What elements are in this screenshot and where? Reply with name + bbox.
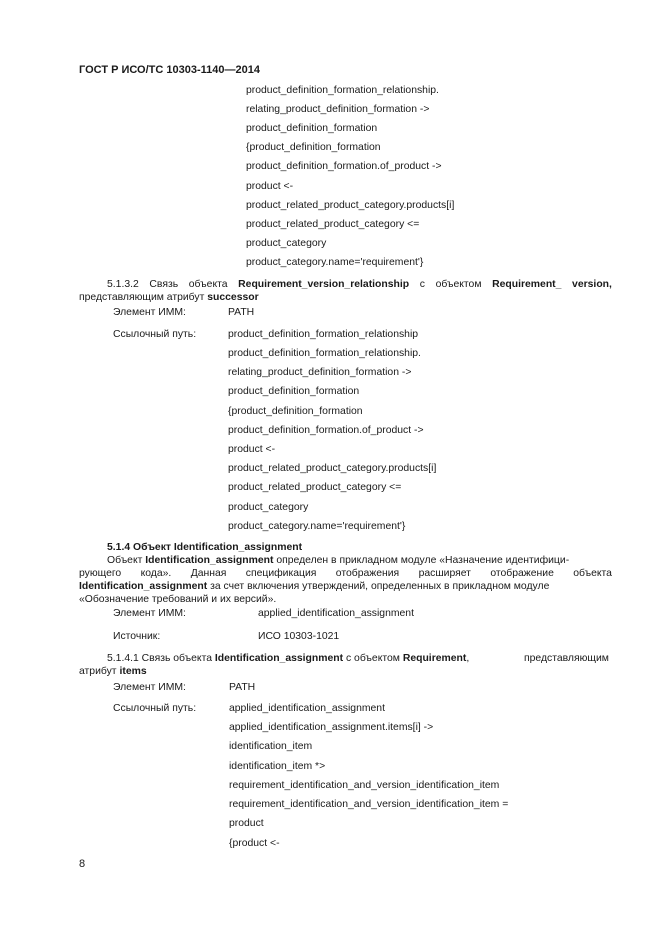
path-line: identification_item bbox=[229, 741, 313, 752]
section-5-1-4-paragraph-line: «Обозначение требований и их версий». bbox=[79, 594, 277, 605]
section-5-1-4-paragraph-line: рующего кода». Данная спецификация отображения расширяет отображение объекта bbox=[79, 568, 612, 579]
entity-name: Identification_assignment bbox=[145, 555, 274, 566]
path-line: product_category bbox=[228, 502, 309, 513]
page-header: ГОСТ Р ИСО/ТС 10303-1140—2014 bbox=[79, 64, 260, 76]
heading-word: объектом bbox=[435, 279, 482, 290]
imm-element-label: Элемент ИММ: bbox=[113, 307, 186, 318]
path-line: product_definition_formation_relationship. bbox=[228, 348, 421, 359]
path-line: product bbox=[229, 818, 264, 829]
section-number: 5.1.3.2 bbox=[107, 279, 139, 290]
reference-path-label: Ссылочный путь: bbox=[113, 329, 197, 340]
path-line: {product <- bbox=[229, 838, 280, 849]
entity-name: Requirement_ bbox=[492, 279, 562, 290]
reference-path-label: Ссылочный путь: bbox=[113, 703, 197, 714]
heading-word: Связь bbox=[149, 279, 179, 290]
path-line: product_category.name='requirement'} bbox=[228, 521, 406, 532]
path-line: requirement_identification_and_version_identification_item = bbox=[229, 799, 509, 810]
path-line: product_definition_formation.of_product -> bbox=[246, 161, 442, 172]
path-line: product_definition_formation bbox=[228, 386, 360, 397]
heading-word: объекта bbox=[188, 279, 228, 290]
path-line: applied_identification_assignment bbox=[229, 703, 385, 714]
path-line: {product_definition_formation bbox=[228, 406, 363, 417]
section-5-1-4-1-heading-tail: представляющим bbox=[524, 653, 609, 664]
imm-element-value: PATH bbox=[228, 307, 255, 318]
imm-element-value: applied_identification_assignment bbox=[258, 608, 414, 619]
path-line: relating_product_definition_formation -> bbox=[228, 367, 412, 378]
attribute-name: successor bbox=[207, 292, 259, 303]
path-line: product_definition_formation_relationship bbox=[228, 329, 419, 340]
section-5-1-4-paragraph-line: Объект Identification_assignment определен в прикладном модуле «Назначение идентифици- bbox=[107, 555, 570, 566]
section-5-1-3-2-heading bbox=[107, 279, 612, 290]
section-5-1-4-paragraph-line: Identification_assignment за счет включения утверждений, определенных в прикладном модуле bbox=[79, 581, 550, 592]
path-line: product_definition_formation_relationship. bbox=[246, 85, 439, 96]
attribute-name: items bbox=[119, 666, 147, 677]
path-line: product_category bbox=[246, 238, 327, 249]
entity-name: Identification_assignment bbox=[79, 581, 208, 592]
source-value: ИСО 10303-1021 bbox=[258, 631, 340, 642]
section-5-1-4-1-heading-cont: атрибут items bbox=[79, 666, 147, 677]
section-5-1-3-2-heading-cont bbox=[79, 292, 259, 303]
path-line: requirement_identification_and_version_identification_item bbox=[229, 780, 500, 791]
imm-element-label: Элемент ИММ: bbox=[113, 608, 186, 619]
entity-name: Requirement_version_relationship bbox=[238, 279, 410, 290]
imm-element-label: Элемент ИММ: bbox=[113, 682, 186, 693]
path-line: product_related_product_category <= bbox=[228, 482, 402, 493]
entity-name: Identification_assignment bbox=[214, 653, 344, 664]
path-line: product_definition_formation.of_product -> bbox=[228, 425, 424, 436]
section-5-1-4-1-heading: 5.1.4.1 Связь объекта Identification_assignment с объектом Requirement, bbox=[107, 653, 470, 664]
path-line: product_related_product_category <= bbox=[246, 219, 420, 230]
path-line: product <- bbox=[246, 181, 294, 192]
path-line: product_related_product_category.products[i] bbox=[228, 463, 437, 474]
heading-text: представляющим атрибут bbox=[79, 292, 208, 303]
imm-element-value: PATH bbox=[229, 682, 256, 693]
path-line: product_category.name='requirement'} bbox=[246, 257, 424, 268]
path-line: product_definition_formation bbox=[246, 123, 378, 134]
path-line: {product_definition_formation bbox=[246, 142, 381, 153]
path-line: identification_item *> bbox=[229, 761, 326, 772]
entity-name: version, bbox=[572, 279, 612, 290]
section-5-1-4-heading: 5.1.4 Объект Identification_assignment bbox=[107, 542, 303, 553]
path-line: relating_product_definition_formation -> bbox=[246, 104, 430, 115]
heading-word: с bbox=[419, 279, 425, 290]
entity-name: Requirement bbox=[402, 653, 467, 664]
source-label: Источник: bbox=[113, 631, 161, 642]
path-line: product_related_product_category.products[i] bbox=[246, 200, 455, 211]
path-line: product <- bbox=[228, 444, 276, 455]
page-number: 8 bbox=[79, 858, 86, 870]
path-line: applied_identification_assignment.items[i] -> bbox=[229, 722, 434, 733]
